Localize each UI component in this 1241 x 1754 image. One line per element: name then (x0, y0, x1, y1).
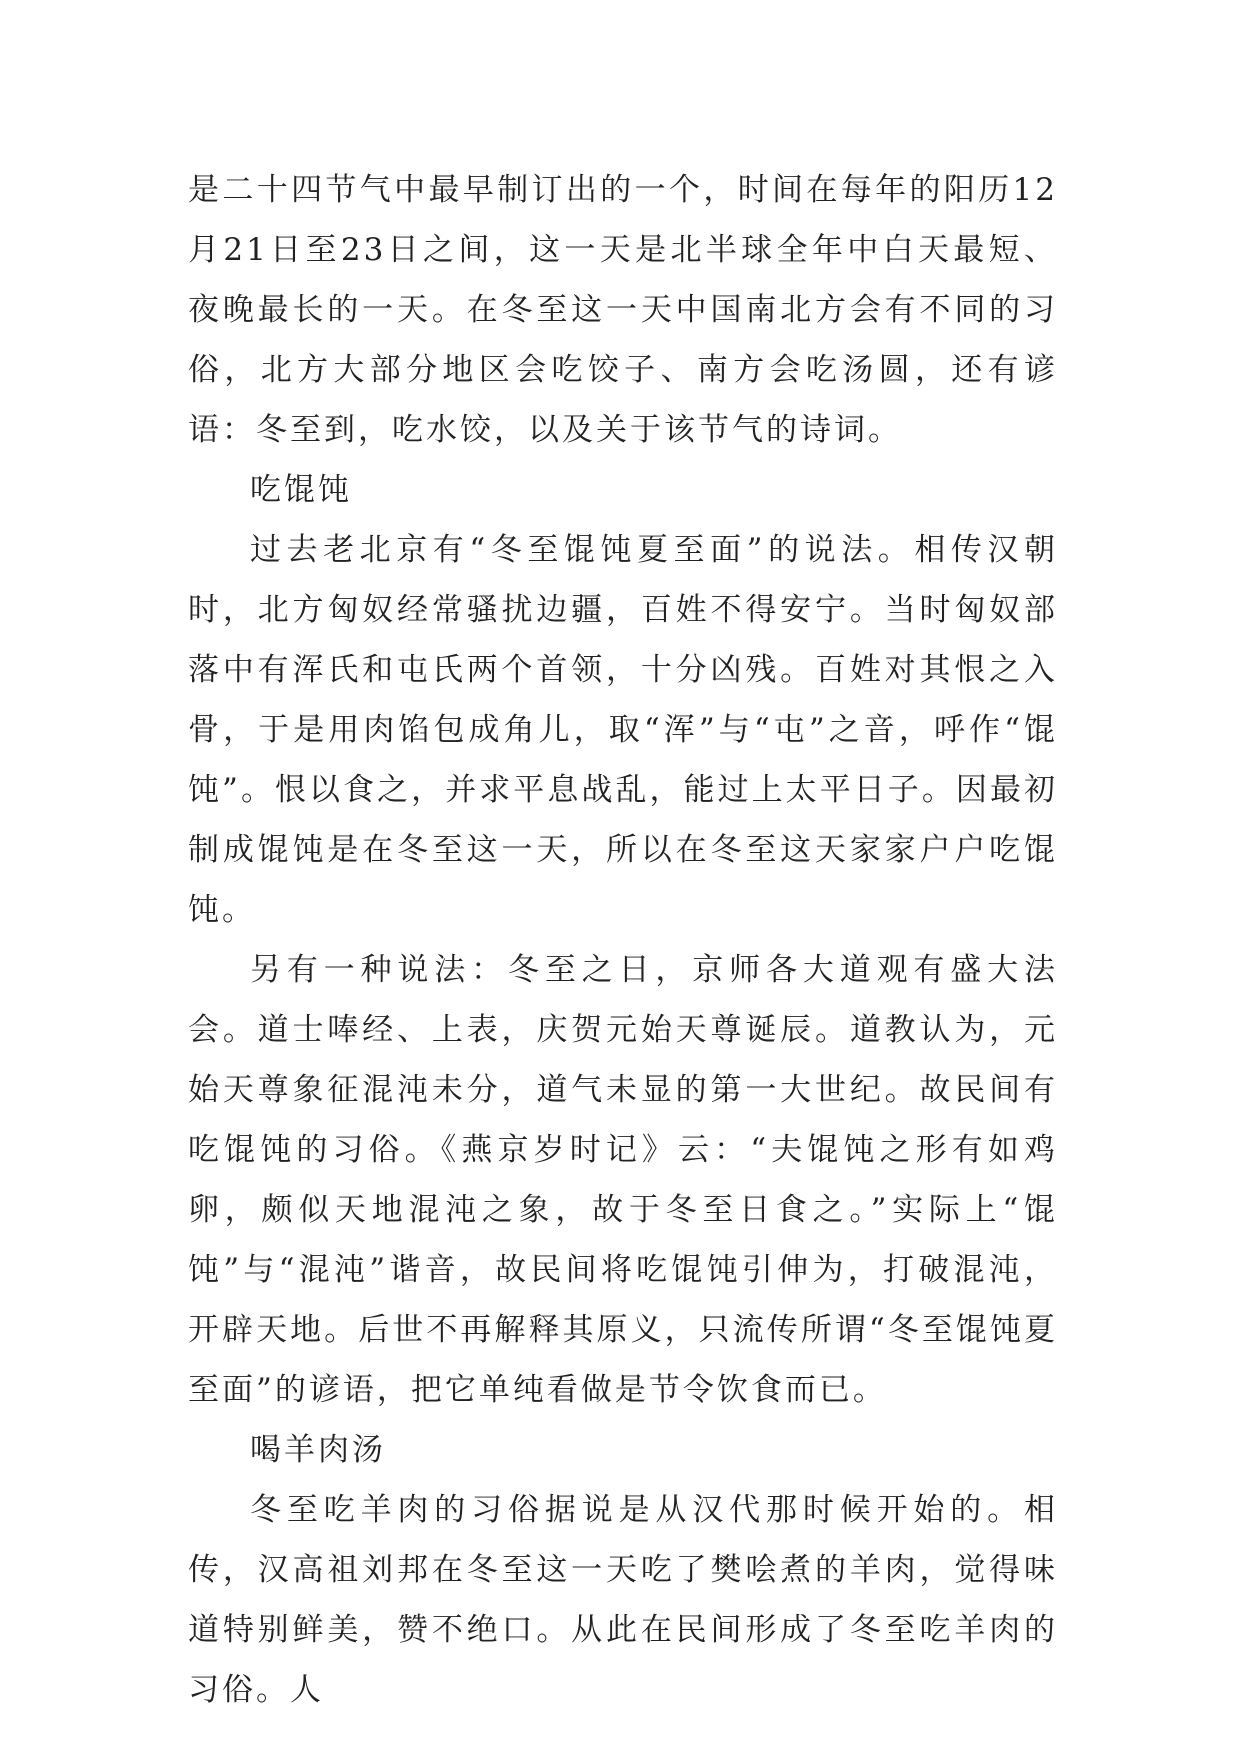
document-body (188, 160, 1058, 1720)
intro-paragraph: 是二十四节气中最早制订出的一个，时间在每年的阳历12月21日至23日之间，这一天是北半球全年中白天最短、夜晚最长的一天。在冬至这一天中国南北方会有不同的习俗，北方大部分地区会吃饺子、南方会吃汤圆，还有谚语：冬至到，吃水饺，以及关于该节气的诗词。 (188, 172, 1058, 448)
section-heading-wonton: 吃馄饨 (250, 472, 352, 508)
wonton-paragraph-2: 另有一种说法：冬至之日，京师各大道观有盛大法会。道士唪经、上表，庆贺元始天尊诞辰。道教认为，元始天尊象征混沌未分，道气未显的第一大世纪。故民间有吃馄饨的习俗。《燕京岁时记》云：“夫馄饨之形有如鸡卵，颇似天地混沌之象，故于冬至日食之。”实际上“馄饨”与“混沌”谐音，故民间将吃馄饨引伸为，打破混沌，开辟天地。后世不再解释其原义，只流传所谓“冬至馄饨夏至面”的谚语，把它单纯看做是节令饮食而已。 (188, 952, 1058, 1408)
wonton-paragraph-1: 过去老北京有“冬至馄饨夏至面”的说法。相传汉朝时，北方匈奴经常骚扰边疆，百姓不得安宁。当时匈奴部落中有浑氏和屯氏两个首领，十分凶残。百姓对其恨之入骨，于是用肉馅包成角儿，取“浑”与“屯”之音，呼作“馄饨”。恨以食之，并求平息战乱，能过上太平日子。因最初制成馄饨是在冬至这一天，所以在冬至这天家家户户吃馄饨。 (188, 532, 1058, 928)
mutton-paragraph-1: 冬至吃羊肉的习俗据说是从汉代那时候开始的。相传，汉高祖刘邦在冬至这一天吃了樊哙煮的羊肉，觉得味道特别鲜美，赞不绝口。从此在民间形成了冬至吃羊肉的习俗。人 (188, 1492, 1058, 1708)
section-heading-mutton: 喝羊肉汤 (250, 1432, 386, 1468)
